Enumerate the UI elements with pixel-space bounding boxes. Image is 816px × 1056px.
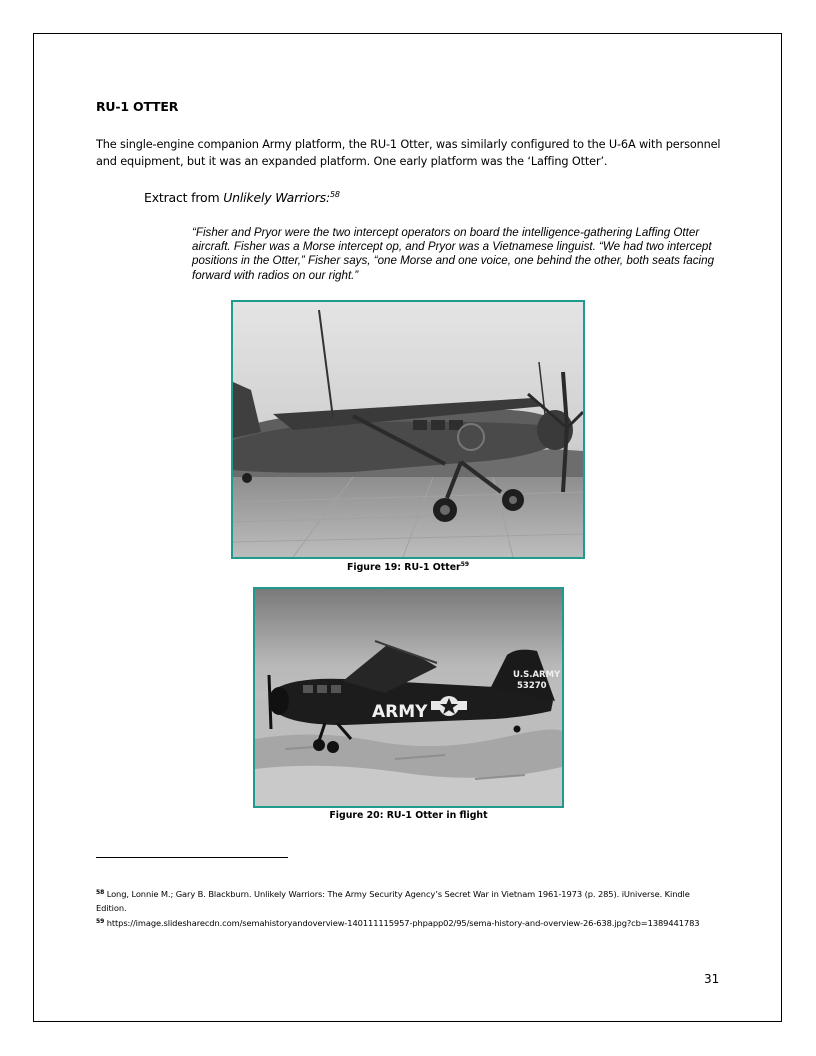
footnote-58 [96,886,716,915]
figure-20-photo [253,587,564,808]
figure-19-caption-text: Figure 19: RU-1 Otter [346,562,461,573]
footnotes [96,886,716,930]
tail-marking-line1: U.S.ARMY [513,670,561,680]
footnote-ref-59: 59 [460,561,470,568]
otter-ground-image [233,302,583,557]
otter-flight-image [255,589,562,806]
footnote-number: 58 [96,889,105,896]
figure-19-caption [231,561,585,573]
quote-block: “Fisher and Pryor were the two intercept operators on board the intelligence-gathering Laffing Otter aircraft. Fisher was a Morse intercept op, and Pryor was a Vietnamese linguist. “We had two intercept positions in the Otter,” Fisher says, “one Morse and one voice, one behind the other, both seats facing forward with radios on our right.” [192,226,715,282]
footnote-divider [96,857,288,858]
figure-20-caption: Figure 20: RU-1 Otter in flight [329,810,488,821]
footnote-59 [96,915,716,930]
intro-paragraph: The single-engine companion Army platform, the RU-1 Otter, was similarly configured to the U-6A with personnel and equipment, but it was an expanded platform. One early platform was the ‘Laffing Otter’. [96,138,721,168]
footnote-text: Long, Lonnie M.; Gary B. Blackburn. Unlikely Warriors: The Army Security Agency’s Secret War in Vietnam 1961-1973 (p. 285). iUniverse. Kindle Edition. [96,889,690,913]
footnote-text: https://image.slidesharecdn.com/semahistoryandoverview-140111115957-phpapp02/95/sema-history-and-overview-26-638.jpg?cb=1389441783 [106,918,700,928]
footnote-ref-58: 58 [330,190,340,199]
extract-prefix: Extract from [144,190,224,205]
extract-title [144,190,340,205]
footnote-number: 59 [96,918,105,925]
figure-19-photo [231,300,585,559]
tail-marking-line2: 53270 [517,681,547,691]
fuselage-marking: ARMY [372,702,428,722]
section-heading: RU-1 OTTER [96,99,179,114]
book-title: Unlikely Warriors: [223,190,331,205]
page-number: 31 [704,972,720,986]
